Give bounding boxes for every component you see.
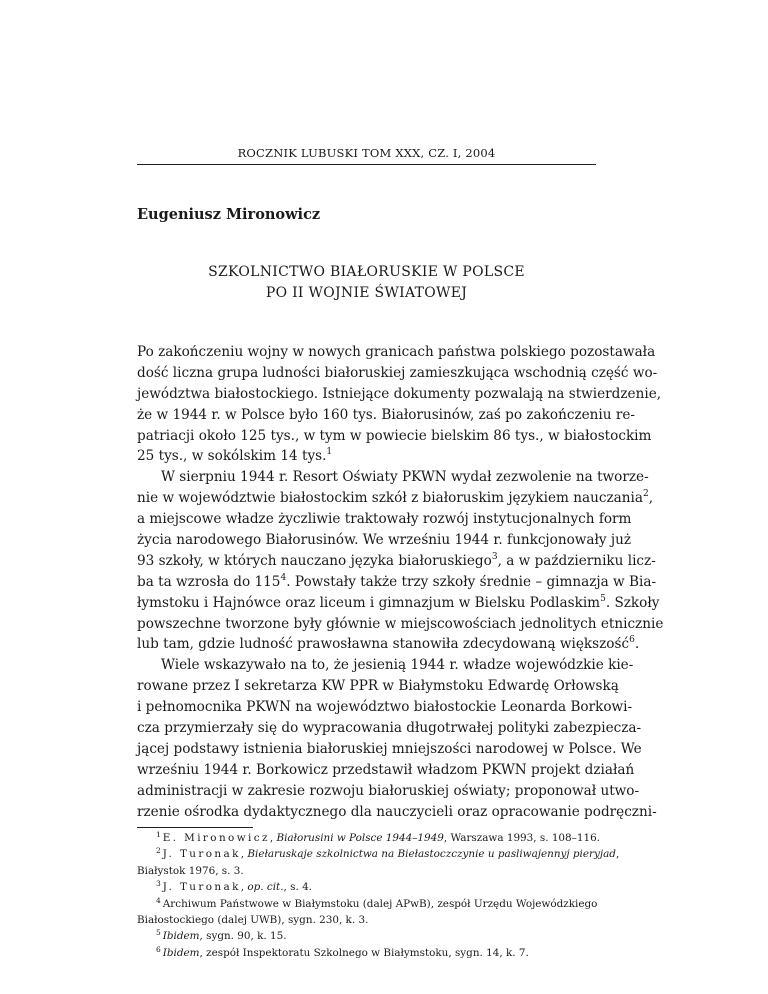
- footnote: Białostockiego (dalej UWB), sygn. 230, k. 3.: [137, 913, 369, 926]
- footnote-title: Ibidem: [162, 946, 200, 959]
- body-line: [137, 676, 619, 697]
- body-text: rzenie ośrodka dydaktycznego dla nauczycieli oraz opracowanie podręczni-: [137, 803, 657, 820]
- footnote-text: , Warszawa 1993, s. 108–116.: [443, 832, 600, 844]
- footnote-text: , zespół Inspektoratu Szkolnego w Białymstoku, sygn. 14, k. 7.: [199, 946, 529, 959]
- author-name: Eugeniusz Mironowicz: [137, 206, 321, 223]
- body-text: W sierpniu 1944 r. Resort Oświaty PKWN wydał zezwolenie na tworze-: [161, 469, 649, 486]
- body-text: ba ta wzrosła do 115: [137, 573, 281, 590]
- body-text: ,: [648, 490, 654, 507]
- article-body: [137, 342, 664, 822]
- body-text: rowane przez I sekretarza KW PPR w Białymstoku Edwardę Orłowską: [137, 678, 619, 695]
- footnote-number: 1: [156, 830, 161, 839]
- body-text: i pełnomocnika PKWN na województwo białostockie Leonarda Borkowi-: [137, 699, 633, 716]
- body-line: [137, 509, 632, 530]
- body-text: wrześniu 1944 r. Borkowicz przedstawił władzom PKWN projekt działań: [137, 761, 635, 778]
- body-text: 93 szkoły, w których nauczano języka białoruskiego: [137, 552, 492, 569]
- body-text: życia narodowego Białorusinów. We wrześniu 1944 r. funkcjonowały już: [137, 532, 632, 549]
- footnote-text: , sygn. 90, k. 15.: [199, 930, 287, 943]
- body-line: [137, 614, 664, 635]
- footnote-text: ,: [615, 848, 620, 861]
- body-line: [137, 593, 660, 614]
- body-line: [137, 426, 652, 447]
- footnote: [137, 896, 596, 912]
- body-line: [137, 697, 633, 718]
- footnote: $^2$ J. Turonak, Biełaruskaje szkolnictwa na Biełastoczczynie u pasliwajennyj pieryjad,: [156, 846, 620, 861]
- body-line: [137, 342, 656, 363]
- body-text: jewództwa białostockiego. Istniejące dokumenty pozwalają na stwierdzenie,: [137, 385, 662, 402]
- footnote-title: Białorusini w Polsce 1944–1949: [276, 832, 444, 844]
- body-text: administracji w zakresie rozwoju białoruskiej oświaty; proponował utwo-: [137, 782, 640, 799]
- body-line: [137, 718, 642, 739]
- footnote: $^3$ J. Turonak, op. cit., s. 4.: [156, 879, 312, 894]
- body-line: [137, 551, 656, 572]
- body-text: cza przymierzały się do wypracowania długotrwałej polityki zabezpiecza-: [137, 720, 642, 737]
- body-text: . Szkoły: [605, 594, 660, 611]
- body-line: [137, 467, 649, 488]
- body-line: [137, 781, 640, 802]
- body-line: [137, 739, 642, 760]
- footnote-title: op. cit.: [247, 881, 284, 894]
- footnote-ref[interactable]: 1: [326, 447, 333, 458]
- body-text: jącej podstawy istnienia białoruskiej mniejszości narodowej w Polsce. We: [137, 740, 642, 757]
- footnote-number: 6: [156, 944, 161, 954]
- body-text: patriacji około 125 tys., w tym w powiecie bielskim 86 tys., w białostockim: [137, 427, 652, 444]
- footnote-text: , s. 4.: [283, 881, 312, 894]
- footnote-number: 4: [156, 895, 161, 905]
- footnote-ref[interactable]: 2: [642, 489, 649, 500]
- body-text: Wiele wskazywało na to, że jesienią 1944 r. władze wojewódzkie kie-: [161, 657, 634, 674]
- body-text: . Powstały także trzy szkoły średnie – gimnazja w Bia-: [286, 573, 657, 590]
- body-text: Po zakończeniu wojny w nowych granicach państwa polskiego pozostawała: [137, 344, 656, 360]
- footnote: [137, 945, 596, 961]
- footnote-title: Ibidem: [162, 930, 200, 943]
- body-text: .: [634, 636, 640, 653]
- body-text: lub tam, gdzie ludność prawosławna stanowiła zdecydowaną większość: [137, 636, 630, 653]
- body-line: [137, 572, 657, 593]
- footnote-author: J. Turonak: [162, 881, 241, 894]
- body-line: [137, 384, 662, 405]
- body-line: [137, 363, 658, 384]
- body-line: [137, 802, 657, 823]
- body-line: [137, 655, 634, 676]
- footnote-number: 5: [156, 928, 161, 938]
- running-header: ROCZNIK LUBUSKI TOM XXX, CZ. I, 2004: [237, 146, 496, 160]
- body-text: że w 1944 r. w Polsce było 160 tys. Białorusinów, zaś po zakończeniu re-: [137, 406, 635, 423]
- body-line: [137, 634, 640, 655]
- body-text: nie w województwie białostockim szkół z białoruskim językiem nauczania: [137, 490, 643, 507]
- body-text: łymstoku i Hajnówce oraz liceum i gimnazjum w Bielsku Podlaskim: [137, 594, 601, 611]
- article-title: [137, 262, 596, 304]
- footnote-ref[interactable]: 4: [280, 572, 287, 583]
- footnote-number: 2: [156, 846, 161, 856]
- body-line: [137, 488, 654, 509]
- body-text: dość liczna grupa ludności białoruskiej zamieszkująca wschodnią część wo-: [137, 364, 658, 381]
- body-text: , a w październiku licz-: [497, 552, 656, 569]
- footnote-author: J. Turonak: [162, 848, 241, 861]
- footnote-number: 3: [156, 879, 161, 889]
- body-text: 25 tys., w sokólskim 14 tys.: [137, 448, 327, 465]
- footnote-title: Biełaruskaje szkolnictwa na Biełastoczczynie u pasliwajennyj pieryjad: [247, 848, 616, 861]
- footnote-ref[interactable]: 3: [491, 551, 498, 562]
- body-line: [137, 446, 596, 467]
- body-text: powszechne tworzone były głównie w miejscowościach jednolitych etnicznie: [137, 615, 664, 632]
- footnote: Białystok 1976, s. 3.: [137, 864, 244, 877]
- body-line: [137, 405, 635, 426]
- footnote-rule: [137, 827, 253, 828]
- body-line: [137, 530, 632, 551]
- body-line: [137, 760, 635, 781]
- footnote: $^1$ E. Mironowicz, Białorusini w Polsce 1944–1949, Warszawa 1993, s. 108–116.: [156, 830, 600, 844]
- footnote: [137, 928, 596, 944]
- footnote-author: E. Mironowicz: [162, 832, 270, 844]
- header-rule: [137, 164, 596, 165]
- title-line: SZKOLNICTWO BIAŁORUSKIE W POLSCE: [208, 264, 525, 280]
- footnote-ref[interactable]: 6: [629, 635, 635, 646]
- footnote-text: Archiwum Państwowe w Białymstoku (dalej APwB), zespół Urzędu Wojewódzkiego: [162, 897, 598, 910]
- title-line: PO II WOJNIE ŚWIATOWEJ: [265, 285, 468, 301]
- body-text: a miejscowe władze życzliwie traktowały rozwój instytucjonalnych form: [137, 511, 632, 528]
- footnote-ref[interactable]: 5: [600, 593, 606, 604]
- footnotes: [137, 830, 620, 961]
